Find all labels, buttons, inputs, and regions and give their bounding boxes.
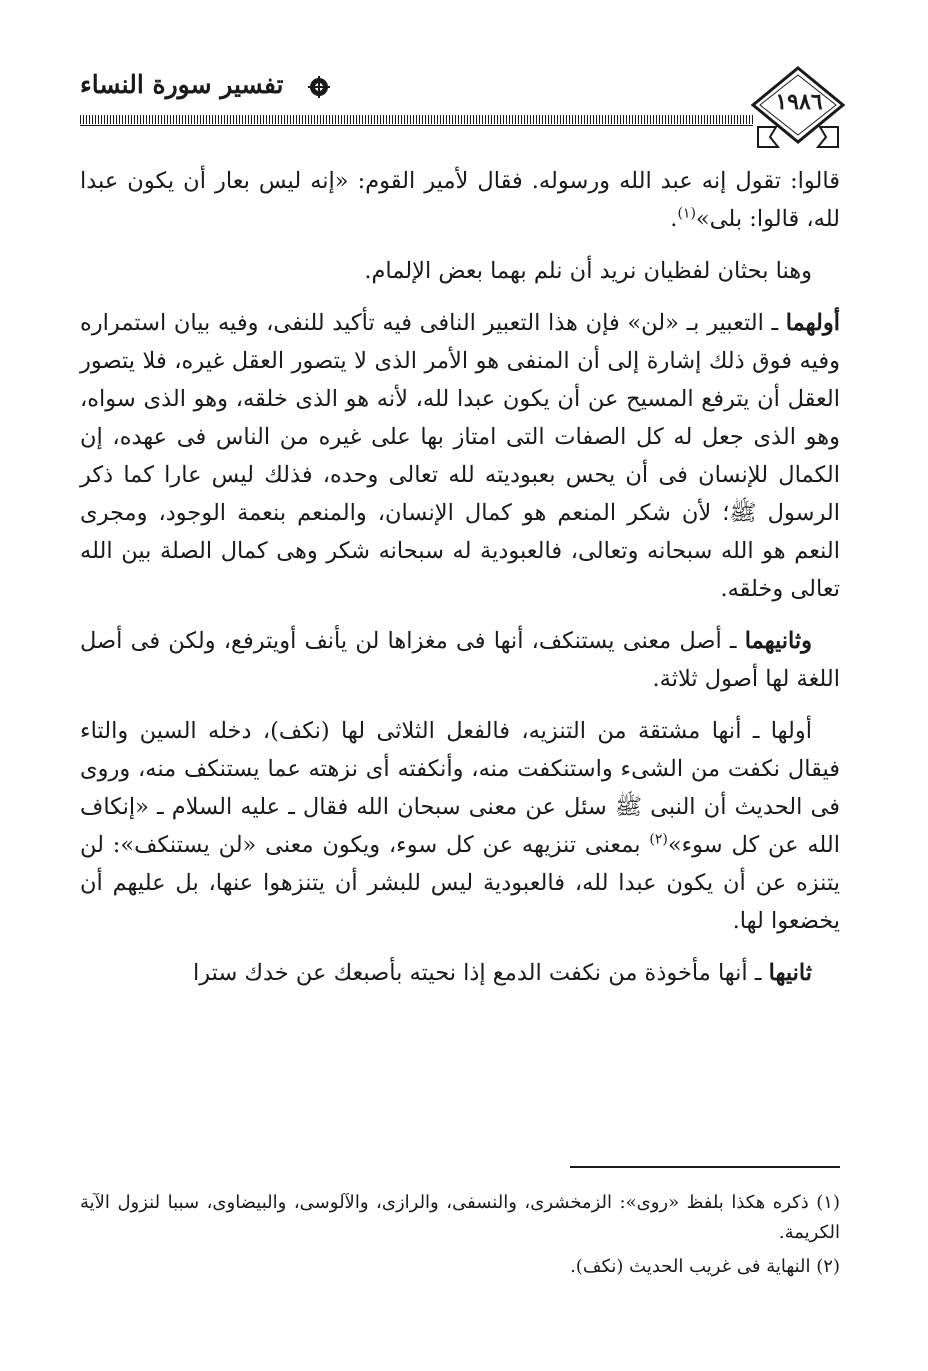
page-number: ١٩٨٦ xyxy=(775,89,823,115)
footnote-rule xyxy=(570,1166,840,1168)
main-text xyxy=(80,162,840,1006)
paragraph-4: وثانيهما ـ أصل معنى يستنكف، أنها فى مغزاها لن يأنف أويترفع، ولكن فى أصل اللغة لها أصول ثلاثة. xyxy=(80,628,840,692)
page-header xyxy=(80,60,848,155)
footnotes xyxy=(80,1188,840,1286)
footnote-2: (٢) النهاية فى غريب الحديث (نكف). xyxy=(570,1256,840,1277)
header-rule-line xyxy=(80,125,753,126)
paragraph-6: ثانيها ـ أنها مأخوذة من نكفت الدمع إذا نحيته بأصبعك عن خدك سترا xyxy=(192,960,812,986)
lead-third: ثانيها xyxy=(768,960,812,986)
paragraph-1: قالوا: تقول إنه عبد الله ورسوله. فقال لأمير القوم: «إنه ليس بعار أن يكون عبدا لله، قالوا: بلى»$^{(١)}$. xyxy=(80,168,840,232)
footnote-1: (١) ذكره هكذا بلفظ «روى»: الزمخشرى، والنسفى، والرازى، والآلوسى، والبيضاوى، سببا لنزول الآية الكريمة. xyxy=(80,1192,840,1243)
running-title: تفسير سورة النساء xyxy=(80,70,284,99)
footnote-ref-1: (١) xyxy=(677,205,696,222)
header-rule xyxy=(80,115,753,124)
ornament-icon xyxy=(308,76,330,98)
paragraph-2: وهنا بحثان لفظيان نريد أن نلم بهما بعض الإلمام. xyxy=(364,258,812,284)
paragraph-5: أولها ـ أنها مشتقة من التنزيه، فالفعل الثلاثى لها (نكف)، دخله السين والتاء فيقال نكفت من الشىء واستنكفت منه، وأنكفته أى نزهته عما يستنكف منه، وروى فى الحديث أن النبى ﷺ سئل عن معنى سبحان الله فقال ـ عليه السلام ـ «إنكاف الله عن كل سوء»$^{(٢)}$ بمعنى تنزيهه عن كل سوء، ويكون معنى «لن يستنكف»: لن يتنزه عن أن يكون عبدا لله، فالعبودية ليس للبشر أن يتنزهوا عنها، بل عليهم أن يخضعوا لها. xyxy=(80,718,840,934)
lead-first: أولهما xyxy=(785,310,840,336)
lead-second: وثانيهما xyxy=(744,628,812,654)
paragraph-3: أولهما ـ التعبير بـ «لن» فإن هذا التعبير النافى فيه تأكيد للنفى، وفيه بيان استمراره وفيه فوق ذلك إشارة إلى أن المنفى هو الأمر الذى لا يتصور العقل غيره، فلا يتصور العقل أن يترفع المسيح عن أن يكون عبدا لله، لأنه هو الذى خلقه، وهو الذى سواه، وهو الذى جعل له كل الصفات التى امتاز بها على غيره من الناس فى عهده، إن الكمال للإنسان فى أن يحس بعبوديته لله تعالى وحده، فذلك ليس عارا كما ذكر الرسول ﷺ؛ لأن شكر المنعم هو كمال الإنسان، والمنعم بنعمة الوجود، ومجرى النعم هو الله سبحانه وتعالى، فالعبودية له سبحانه شكر وهى كمال الصلة بين الله تعالى وخلقه. xyxy=(80,310,840,602)
footnote-ref-2: (٢) xyxy=(649,831,668,848)
